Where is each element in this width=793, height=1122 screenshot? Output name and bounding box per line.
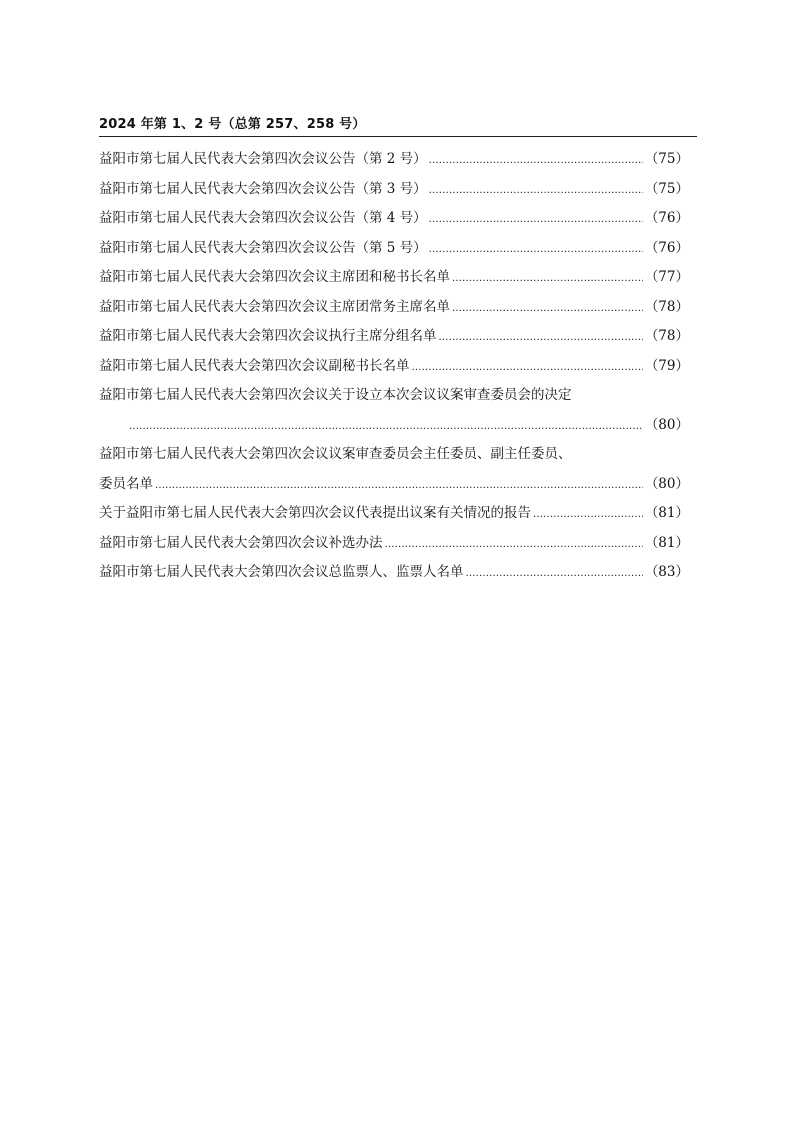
- toc-entry-page: （78）: [644, 298, 689, 315]
- toc-entry-title: 益阳市第七届人民代表大会第四次会议关于设立本次会议议案审查委员会的决定: [99, 387, 572, 403]
- toc-entry-title: 益阳市第七届人民代表大会第四次会议主席团和秘书长名单: [99, 269, 450, 285]
- toc-entry-page: （77）: [644, 269, 689, 285]
- dot-leader: [452, 264, 643, 294]
- toc-entry[interactable]: [99, 381, 689, 440]
- toc-entry-title: 益阳市第七届人民代表大会第四次会议执行主席分组名单: [99, 328, 437, 344]
- toc-entry-page: （75）: [644, 151, 689, 167]
- toc-entry-page: （76）: [644, 210, 689, 226]
- toc-entry[interactable]: [99, 558, 689, 588]
- toc-entry[interactable]: [99, 440, 689, 499]
- toc-entry-page: （76）: [644, 239, 689, 256]
- toc-entry-title: 益阳市第七届人民代表大会第四次会议主席团常务主席名单: [99, 298, 450, 315]
- dot-leader: [129, 412, 643, 442]
- toc-entry[interactable]: [99, 145, 689, 175]
- dot-leader: [429, 176, 643, 206]
- dot-leader: [429, 205, 643, 235]
- issue-number: 2024 年第 1、2 号（总第 257、258 号）: [99, 117, 366, 132]
- table-of-contents: [99, 145, 689, 588]
- dot-leader: [466, 559, 643, 589]
- toc-entry-title: 益阳市第七届人民代表大会第四次会议议案审查委员会主任委员、副主任委员、: [99, 446, 572, 462]
- toc-entry[interactable]: [99, 499, 689, 529]
- toc-entry[interactable]: [99, 234, 689, 264]
- dot-leader: [412, 353, 643, 383]
- toc-entry[interactable]: [99, 175, 689, 205]
- toc-entry-title: 益阳市第七届人民代表大会第四次会议公告（第 4 号）: [99, 210, 427, 226]
- dot-leader: [533, 500, 643, 530]
- toc-entry-title: 益阳市第七届人民代表大会第四次会议公告（第 3 号）: [99, 180, 427, 197]
- toc-entry-title: 益阳市第七届人民代表大会第四次会议公告（第 2 号）: [99, 151, 427, 167]
- toc-entry[interactable]: [99, 293, 689, 323]
- toc-entry[interactable]: [99, 322, 689, 352]
- toc-entry-page: （79）: [644, 357, 689, 374]
- toc-entry-title: 关于益阳市第七届人民代表大会第四次会议代表提出议案有关情况的报告: [99, 505, 531, 521]
- toc-entry-title: 益阳市第七届人民代表大会第四次会议补选办法: [99, 534, 383, 551]
- toc-entry-page: （78）: [644, 328, 689, 344]
- toc-entry-title: 益阳市第七届人民代表大会第四次会议副秘书长名单: [99, 357, 410, 374]
- toc-entry-page: （75）: [644, 180, 689, 197]
- toc-entry-page: （80）: [644, 416, 689, 433]
- dot-leader: [155, 471, 643, 501]
- toc-entry[interactable]: [99, 204, 689, 234]
- toc-entry-page: （81）: [644, 534, 689, 551]
- toc-entry[interactable]: [99, 263, 689, 293]
- dot-leader: [452, 294, 643, 324]
- toc-entry-title-continued: 委员名单: [99, 475, 153, 492]
- toc-entry[interactable]: [99, 529, 689, 559]
- dot-leader: [429, 235, 643, 265]
- toc-entry-page: （83）: [644, 564, 689, 580]
- running-header: [99, 115, 697, 137]
- toc-entry-page: （80）: [644, 475, 689, 492]
- toc-entry-page: （81）: [644, 505, 689, 521]
- toc-entry-title: 益阳市第七届人民代表大会第四次会议公告（第 5 号）: [99, 239, 427, 256]
- dot-leader: [439, 323, 643, 353]
- toc-entry-title: 益阳市第七届人民代表大会第四次会议总监票人、监票人名单: [99, 564, 464, 580]
- toc-entry[interactable]: [99, 352, 689, 382]
- dot-leader: [429, 146, 643, 176]
- dot-leader: [385, 530, 643, 560]
